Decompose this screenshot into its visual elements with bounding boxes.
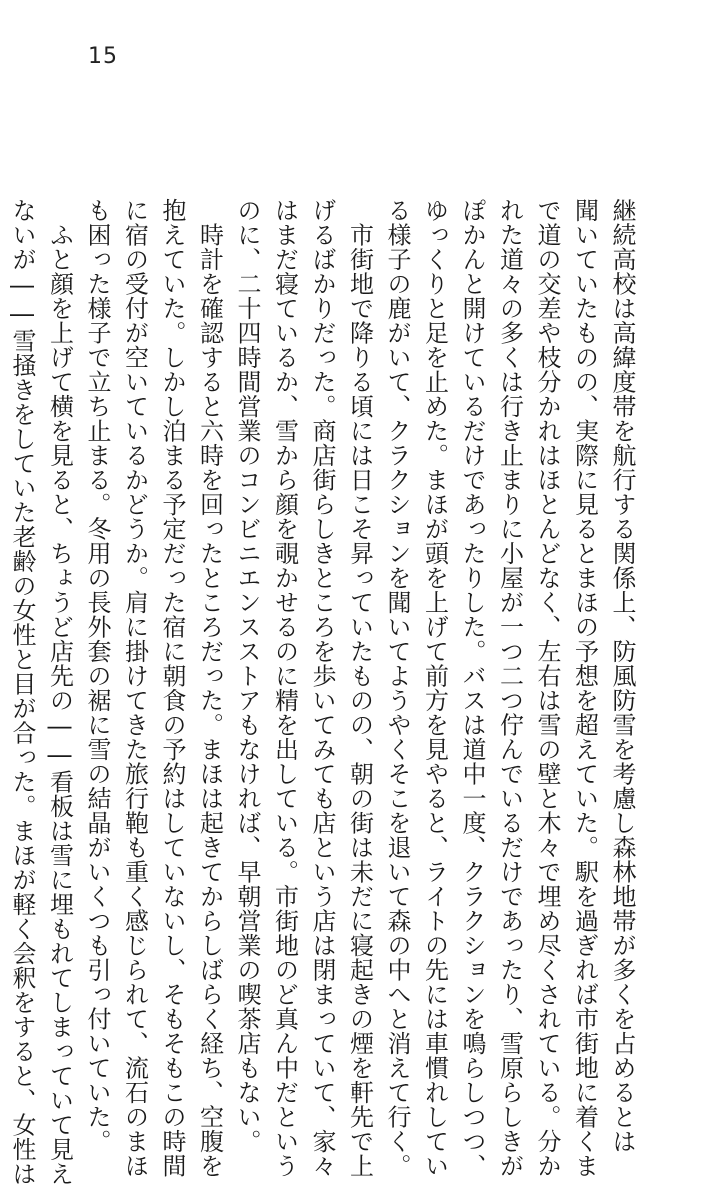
text-line: ゆっくりと足を止めた。まほが頭を上げて前方を見やると、ライトの先には車慣れしてい (420, 198, 449, 1178)
text-line: ふと顔を上げて横を見ると、ちょうど店先の――看板は雪に埋もれてしまっていて見え (45, 198, 74, 1186)
text-line: 聞いていたものの、実際に見るとまほの予想を超えていた。駅を過ぎれば市街地に着くま (570, 198, 599, 1178)
text-line: で道の交差や枝分かれはほとんどなく、左右は雪の壁と木々で埋め尽くされている。分か (533, 198, 561, 1178)
text-line: に宿の受付が空いているかどうか。肩に掛けてきた旅行鞄も重く感じられて、流石のまほ (120, 198, 149, 1178)
text-line: れた道々の多くは行き止まりに小屋が一つ二つ佇んでいるだけであったり、雪原らしきが (495, 198, 524, 1178)
page-number: 15 (88, 44, 118, 69)
text-line: 時計を確認すると六時を回ったところだった。まほは起きてからしばらく経ち、空腹を (195, 198, 224, 1178)
text-line: 抱えていた。しかし泊まる予定だった宿に朝食の予約はしていないし、そもそもこの時間 (158, 198, 186, 1178)
novel-text-body (8, 198, 640, 1186)
text-line: も困った様子で立ち止まる。冬用の長外套の裾に雪の結晶がいくつも引っ付いていた。 (83, 198, 111, 1154)
text-line: 継続高校は高緯度帯を航行する関係上、防風防雪を考慮し森林地帯が多くを占めるとは (608, 198, 636, 1154)
text-line: ないが――雪掻きをしていた老齢の女性と目が合った。まほが軽く会釈をすると、女性は (8, 198, 36, 1186)
text-line: 市街地で降りる頃には日こそ昇っていたものの、朝の街は未だに寝起きの煙を軒先で上 (345, 198, 374, 1178)
text-line: ぽかんと開けているだけであったりした。バスは道中一度、クラクションを鳴らしつつ、 (458, 198, 486, 1178)
text-line: のに、二十四時間営業のコンビニエンスストアもなければ、早朝営業の喫茶店もない。 (233, 198, 261, 1154)
text-line: る様子の鹿がいて、クラクションを聞いてようやくそこを退いて森の中へと消えて行く。 (383, 198, 411, 1178)
text-line: げるばかりだった。商店街らしきところを歩いてみても店という店は閉まっていて、家々 (308, 198, 336, 1178)
text-line: はまだ寝ているか、雪から顔を覗かせるのに精を出している。市街地のど真ん中だという (270, 198, 299, 1178)
